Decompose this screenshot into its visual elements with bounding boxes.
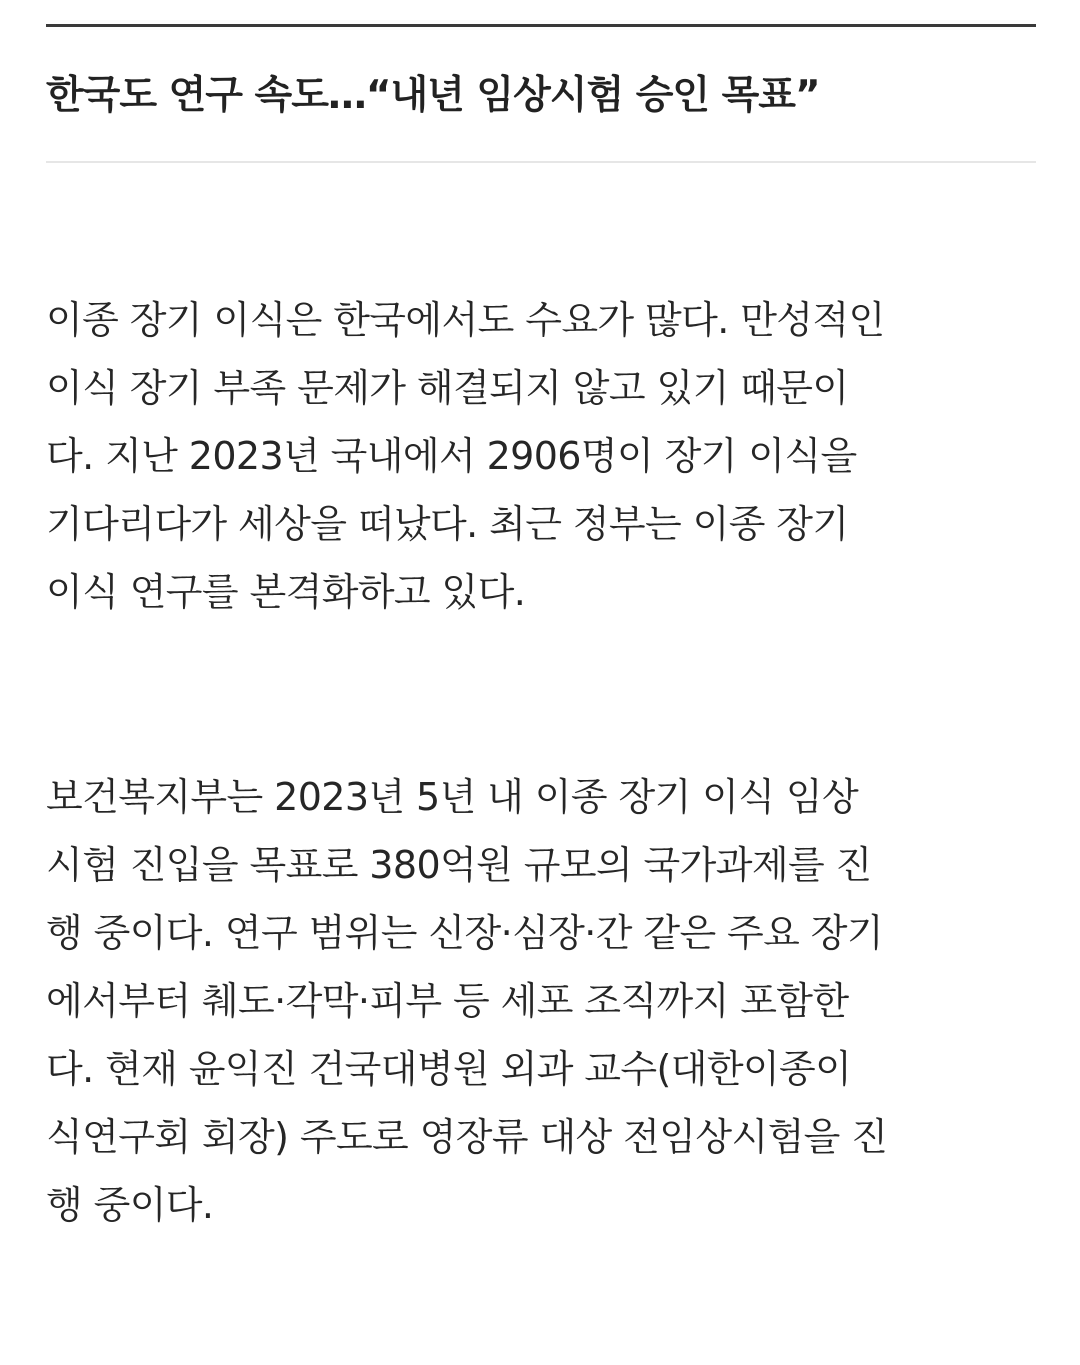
- paragraph-line: 다. 현재 윤익진 건국대병원 외과 교수(대한이종이: [46, 1047, 852, 1091]
- body-paragraph: [46, 763, 1036, 1239]
- paragraph-line: 기다리다가 세상을 떠났다. 최근 정부는 이종 장기: [46, 502, 849, 546]
- paragraph-line: 이종 장기 이식은 한국에서도 수요가 많다. 만성적인: [46, 298, 885, 342]
- section-top-divider: [46, 24, 1036, 27]
- subheading-divider: [46, 161, 1036, 163]
- paragraph-line: 식연구회 회장) 주도로 영장류 대상 전임상시험을 진: [46, 1115, 888, 1159]
- body-paragraph: [46, 286, 1036, 626]
- paragraph-line: 이식 연구를 본격화하고 있다.: [46, 570, 526, 614]
- paragraph-line: 에서부터 췌도·각막·피부 등 세포 조직까지 포함한: [46, 979, 849, 1023]
- paragraph-line: 보건복지부는 2023년 5년 내 이종 장기 이식 임상: [46, 775, 859, 819]
- paragraph-line: 이식 장기 부족 문제가 해결되지 않고 있기 때문이: [46, 366, 849, 410]
- paragraph-line: 다. 지난 2023년 국내에서 2906명이 장기 이식을: [46, 434, 857, 478]
- paragraph-line: 행 중이다. 연구 범위는 신장·심장·간 같은 주요 장기: [46, 911, 883, 955]
- paragraph-line: 시험 진입을 목표로 380억원 규모의 국가과제를 진: [46, 843, 872, 887]
- section-subheading: 한국도 연구 속도…“내년 임상시험 승인 목표”: [46, 73, 820, 118]
- paragraph-line: 행 중이다.: [46, 1183, 214, 1227]
